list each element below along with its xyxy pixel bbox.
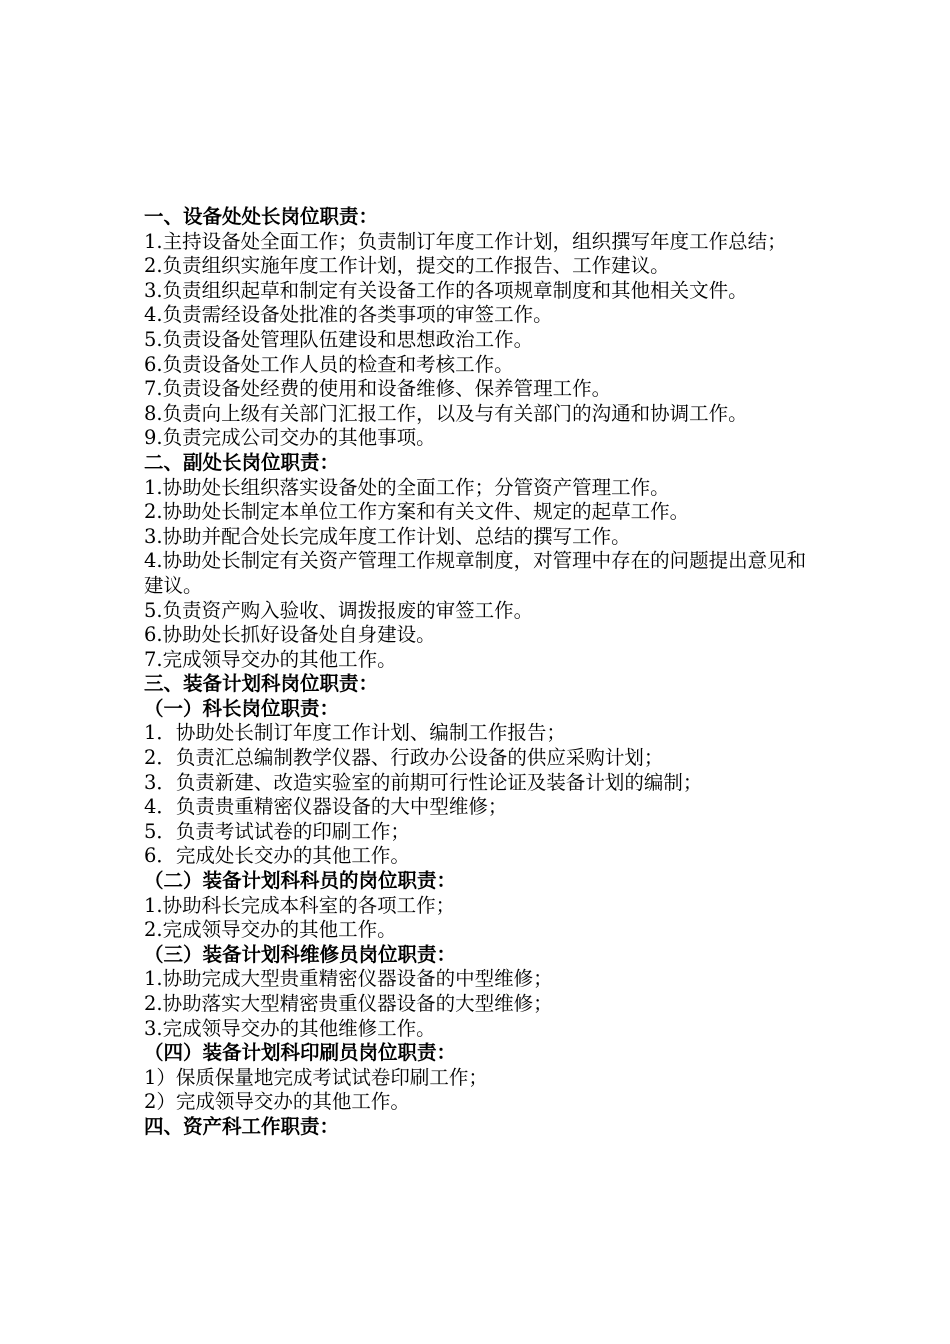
s1-item-7: 7.负责设备处经费的使用和设备维修、保养管理工作。 bbox=[144, 377, 612, 401]
s3-sub3-heading: （三）装备计划科维修员岗位职责： bbox=[144, 942, 457, 966]
document-body bbox=[144, 205, 812, 1140]
section-heading-2: 二、副处长岗位职责： bbox=[144, 450, 340, 474]
s3-sub1-item-3: 3．负责新建、改造实验室的前期可行性论证及装备计划的编制； bbox=[144, 770, 703, 794]
s3-sub3-item-3: 3.完成领导交办的其他维修工作。 bbox=[144, 1016, 436, 1040]
s1-item-4: 4.负责需经设备处批准的各类事项的审签工作。 bbox=[144, 303, 553, 327]
s1-item-9: 9.负责完成公司交办的其他事项。 bbox=[144, 426, 436, 450]
s2-item-6: 6.协助处长抓好设备处自身建设。 bbox=[144, 623, 436, 647]
s1-item-6: 6.负责设备处工作人员的检查和考核工作。 bbox=[144, 352, 514, 376]
s3-sub1-item-1: 1．协助处长制订年度工作计划、编制工作报告； bbox=[144, 721, 566, 745]
s2-item-4: 4.协助处长制定有关资产管理工作规章制度，对管理中存在的问题提出意见和建议。 bbox=[144, 549, 807, 597]
s3-sub4-item-1: 1）保质保量地完成考试试卷印刷工作； bbox=[144, 1065, 488, 1089]
s3-sub4-item-2: 2）完成领导交办的其他工作。 bbox=[144, 1090, 410, 1114]
s3-sub3-item-2: 2.协助落实大型精密贵重仪器设备的大型维修； bbox=[144, 992, 553, 1015]
s2-item-7: 7.完成领导交办的其他工作。 bbox=[144, 647, 397, 671]
s1-item-8: 8.负责向上级有关部门汇报工作，以及与有关部门的沟通和协调工作。 bbox=[144, 401, 748, 425]
s1-item-3: 3.负责组织起草和制定有关设备工作的各项规章制度和其他相关文件。 bbox=[144, 278, 748, 302]
s3-sub2-item-2: 2.完成领导交办的其他工作。 bbox=[144, 918, 397, 942]
s2-item-5: 5.负责资产购入验收、调拨报废的审签工作。 bbox=[144, 598, 534, 622]
section-heading-1: 一、设备处处长岗位职责： bbox=[144, 205, 379, 228]
s2-item-1: 1.协助处长组织落实设备处的全面工作；分管资产管理工作。 bbox=[144, 475, 670, 499]
s3-sub4-heading: （四）装备计划科印刷员岗位职责： bbox=[144, 1041, 457, 1065]
s1-item-1: 1.主持设备处全面工作；负责制订年度工作计划，组织撰写年度工作总结； bbox=[144, 229, 787, 253]
section-heading-3: 三、装备计划科岗位职责： bbox=[144, 672, 379, 696]
s2-item-2: 2.协助处长制定本单位工作方案和有关文件、规定的起草工作。 bbox=[144, 500, 690, 524]
s3-sub1-item-5: 5．负责考试试卷的印刷工作； bbox=[144, 819, 410, 843]
s3-sub1-item-2: 2．负责汇总编制教学仪器、行政办公设备的供应采购计划； bbox=[144, 746, 664, 770]
s3-sub3-item-1: 1.协助完成大型贵重精密仪器设备的中型维修； bbox=[144, 967, 553, 991]
s3-sub2-item-1: 1.协助科长完成本科室的各项工作； bbox=[144, 893, 456, 917]
s1-item-5: 5.负责设备处管理队伍建设和思想政治工作。 bbox=[144, 327, 534, 351]
s3-sub2-heading: （二）装备计划科科员的岗位职责： bbox=[144, 869, 457, 893]
section-heading-4: 四、资产科工作职责： bbox=[144, 1114, 340, 1138]
s2-item-3: 3.协助并配合处长完成年度工作计划、总结的撰写工作。 bbox=[144, 524, 631, 548]
s3-sub1-item-6: 6．完成处长交办的其他工作。 bbox=[144, 844, 410, 868]
s1-item-2: 2.负责组织实施年度工作计划，提交的工作报告、工作建议。 bbox=[144, 254, 670, 278]
s3-sub1-heading: （一）科长岗位职责： bbox=[144, 696, 340, 720]
s3-sub1-item-4: 4．负责贵重精密仪器设备的大中型维修； bbox=[144, 795, 508, 819]
